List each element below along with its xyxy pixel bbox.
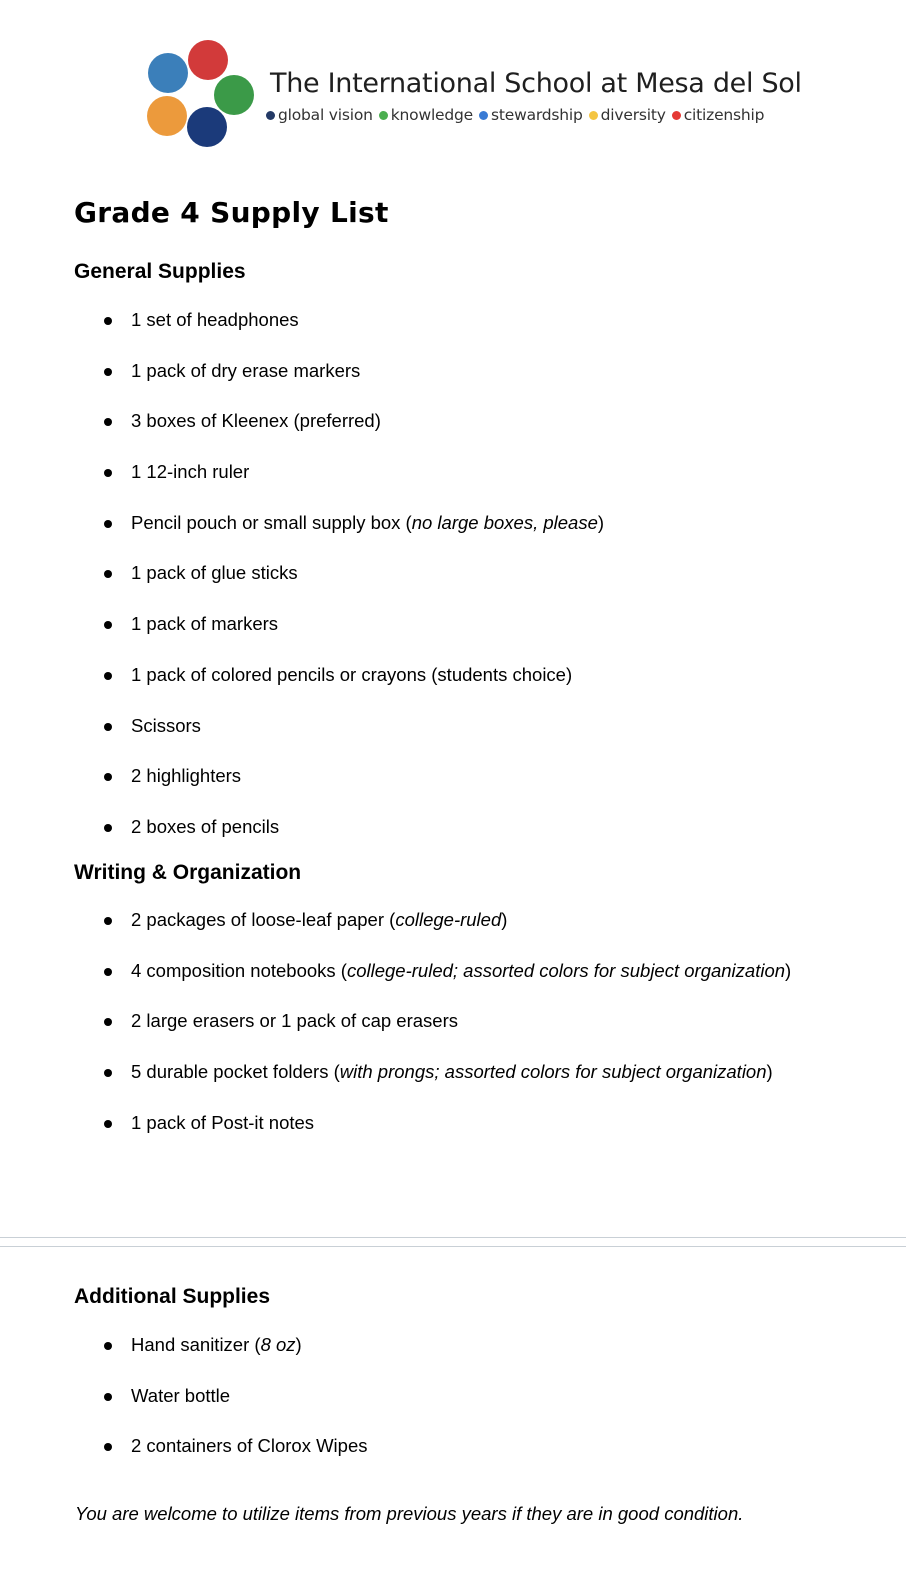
list-item-note: college-ruled xyxy=(395,909,502,930)
list-item xyxy=(0,613,604,664)
logo-circles-icon xyxy=(146,38,266,153)
list-item xyxy=(0,562,604,613)
list-item-text: 5 durable pocket folders ( xyxy=(131,1061,340,1083)
list-item-text: 2 containers of Clorox Wipes xyxy=(131,1435,368,1457)
footer-note: You are welcome to utilize items from previous years if they are in good condition. xyxy=(75,1503,744,1524)
writing-organization-list xyxy=(0,909,791,1162)
list-item-text: 1 12-inch ruler xyxy=(131,461,250,483)
list-item xyxy=(0,360,604,411)
list-item-text: 1 pack of Post-it notes xyxy=(131,1111,315,1133)
list-item xyxy=(0,309,604,360)
logo-circle-blue xyxy=(148,53,188,93)
list-item xyxy=(0,1334,368,1385)
list-item-note: college-ruled; assorted colors for subject organization xyxy=(346,959,786,981)
list-item-text: Pencil pouch or small supply box ( xyxy=(131,511,412,533)
list-item-text: Hand sanitizer ( xyxy=(131,1334,261,1355)
logo-circle-navy xyxy=(187,107,227,147)
value-label: diversity xyxy=(600,106,666,124)
list-item xyxy=(0,1385,368,1436)
list-item xyxy=(0,909,791,960)
school-name: The International School at Mesa del Sol xyxy=(270,68,802,99)
list-item xyxy=(0,461,604,512)
list-item-suffix: ) xyxy=(295,1334,302,1355)
list-item-suffix: ) xyxy=(785,959,792,981)
logo-circle-green xyxy=(214,75,254,115)
list-item-note: 8 oz xyxy=(260,1334,296,1355)
value-label: knowledge xyxy=(390,106,473,124)
section-heading-general: General Supplies xyxy=(74,260,246,283)
value-dot-icon xyxy=(379,111,388,120)
list-item xyxy=(0,512,604,563)
list-item-text: 1 pack of glue sticks xyxy=(131,562,298,584)
section-heading-additional: Additional Supplies xyxy=(74,1285,271,1308)
school-values xyxy=(266,106,764,124)
list-item xyxy=(0,1435,368,1486)
value-label: stewardship xyxy=(491,106,583,124)
list-item xyxy=(0,1010,791,1061)
list-item-text: 2 highlighters xyxy=(131,765,242,787)
general-supplies-list xyxy=(0,309,604,867)
list-item-text: 2 large erasers or 1 pack of cap erasers xyxy=(131,1010,458,1032)
list-item xyxy=(0,664,604,715)
value-label: global vision xyxy=(278,106,373,124)
additional-supplies-list xyxy=(0,1334,368,1486)
list-item xyxy=(0,410,604,461)
list-item xyxy=(0,1112,791,1163)
list-item-text: 2 boxes of pencils xyxy=(131,815,280,837)
logo-circle-orange xyxy=(147,96,187,136)
list-item-note: with prongs; assorted colors for subject organization xyxy=(339,1061,767,1083)
list-item-text: 1 pack of colored pencils or crayons (students choice) xyxy=(131,663,573,685)
list-item-text: Scissors xyxy=(131,714,201,736)
page-title: Grade 4 Supply List xyxy=(74,196,389,229)
list-item-text: 3 boxes of Kleenex (preferred) xyxy=(131,410,381,432)
page-divider xyxy=(0,1246,906,1247)
list-item-text: 1 pack of markers xyxy=(131,613,279,635)
value-dot-icon xyxy=(672,111,681,120)
list-item-text: Water bottle xyxy=(131,1384,231,1406)
list-item-text: 1 pack of dry erase markers xyxy=(131,359,361,381)
logo-circle-red xyxy=(188,40,228,80)
list-item-suffix: ) xyxy=(501,909,508,930)
list-item xyxy=(0,715,604,766)
section-heading-writing: Writing & Organization xyxy=(74,861,302,884)
value-dot-icon xyxy=(266,111,275,120)
value-dot-icon xyxy=(479,111,488,120)
list-item-text: 2 packages of loose-leaf paper ( xyxy=(131,909,396,930)
list-item xyxy=(0,1061,791,1112)
value-label: citizenship xyxy=(683,106,765,124)
list-item-text: 4 composition notebooks ( xyxy=(131,959,347,981)
list-item-suffix: ) xyxy=(766,1061,773,1083)
list-item-suffix: ) xyxy=(597,511,605,533)
value-dot-icon xyxy=(589,111,598,120)
school-logo xyxy=(146,38,802,153)
list-item-text: 1 set of headphones xyxy=(131,309,299,330)
page-divider xyxy=(0,1237,906,1238)
list-item-note: no large boxes, please xyxy=(411,511,598,533)
list-item xyxy=(0,765,604,816)
list-item xyxy=(0,960,791,1011)
list-item xyxy=(0,816,604,867)
